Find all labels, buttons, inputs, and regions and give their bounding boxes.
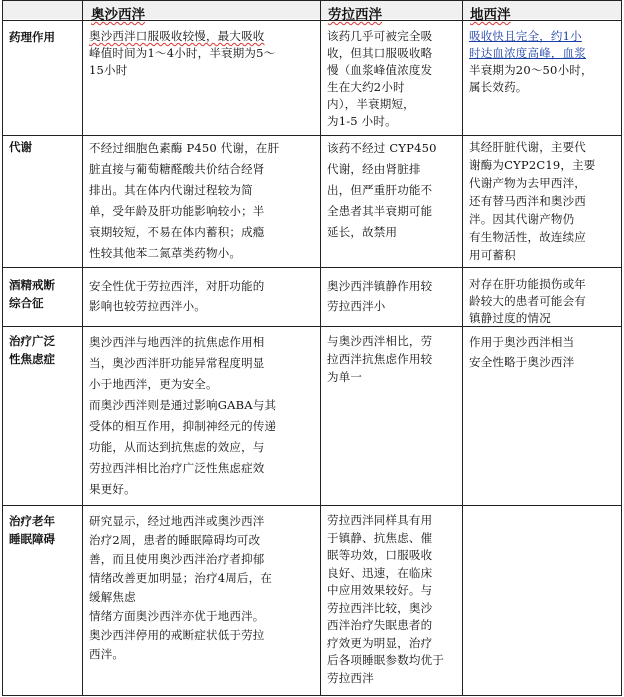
text-line: 为单一 [327,370,363,384]
text-line: 而奥沙西泮则是通过影响GABA与其 [89,398,277,412]
text-line: 收，但其口服吸收略 [327,46,433,60]
text-line: 安全性优于劳拉西泮，对肝功能的 [89,279,265,293]
text-line: 劳拉西泮小 [327,299,386,313]
text-line: 半衰期为20～50小时， [469,63,593,77]
header-diazepam: 地西泮 [470,7,511,23]
cell-gad-diazepam [469,332,574,372]
table-border-top [2,0,622,1]
text-line: 劳拉西泮 [327,670,374,685]
cell-pharmacology-lorazepam [327,28,432,130]
text-line: 泮。因其代谢产物仍 [469,212,575,226]
text-line: 奥沙西泮与地西泮的抗焦虑作用相 [89,335,265,349]
text-line: 受体的相互作用，抑制神经元的传递 [89,419,277,433]
label-line: 综合征 [9,296,44,310]
label-line: 治疗老年 [9,514,55,528]
row-label-insomnia [9,512,55,548]
text-line: 延长，故禁用 [327,225,398,239]
text-line: 15小时 [89,63,128,77]
cell-alcohol-lorazepam [327,276,432,316]
text-line: 作用于奥沙西泮相当 [469,335,575,349]
row-label-pharmacology: 药理作用 [9,30,55,44]
text-line: 其经肝脏代谢，主要代 [469,140,586,154]
row-divider [2,267,622,268]
text-line: 果更好。 [89,482,136,496]
cell-metabolism-oxazepam [89,138,279,264]
label-line: 性焦虑症 [9,352,55,366]
text-line: 全患者其半衰期可能 [327,204,433,218]
text-line: 劳拉西泮同样具有用 [327,513,433,527]
text-line: 龄较大的患者可能会有 [469,294,586,308]
cell-gad-lorazepam [327,332,432,386]
text-line: 与奥沙西泮相比，劳 [327,334,433,348]
text-line: 小于地西泮，更为安全。 [89,377,218,391]
table-border-bottom [2,695,622,696]
text-line: 排出。其在体内代谢过程较为简 [89,183,253,197]
row-label-metabolism: 代谢 [9,140,32,154]
text-line: 安全性略于奥沙西泮 [469,355,575,369]
col-divider [462,0,463,696]
col-divider [82,0,83,696]
text-line: 衰期较短，不易在体内蓄积；成瘾 [89,225,265,239]
text-line: 中应用效果较好。与 [327,583,433,597]
cell-insomnia-lorazepam [327,512,444,687]
text-line: 峰值时间为1～4小时，半衰期为5～ [89,46,276,60]
cell-metabolism-diazepam [469,138,595,264]
text-line: 劳拉西泮比较，奥沙 [327,600,433,615]
text-line: 于镇静、抗焦虑、催 [327,530,433,545]
text-line: 西泮。 [89,647,125,661]
text-line: 不经过细胞色素酶 P450 代谢，在肝 [89,141,280,155]
text-line: 还有替马西泮和奥沙西 [469,194,586,208]
text-line: 生在大约2小时 [327,80,405,94]
cell-alcohol-oxazepam [89,276,265,316]
text-line: 拉西泮抗焦虑作用较 [327,352,433,366]
row-label-alcohol [9,276,55,312]
header-oxazepam: 奥沙西泮 [91,7,145,23]
text-line: 研究显示，经过地西泮或奥沙西泮 [89,514,265,528]
text-line: 治疗2周，患者的睡眠障碍均可改 [89,533,261,547]
text-line: 后各项睡眠参数均优于 [327,653,444,667]
text-line: 代谢，经由肾脏排 [327,162,421,176]
row-divider [2,505,622,506]
text-line: 该药不经过 CYP450 [327,141,437,155]
cell-pharmacology-oxazepam [89,28,275,79]
text-line: 脏直接与葡萄糖醛酸共价结合经肾 [89,162,265,176]
text-line: 功能，从而达到抗焦虑的效应，与 [89,440,265,454]
col-divider [320,0,321,696]
text-line: 有生物活性，故连续应 [469,230,586,244]
text-line: 属长效药。 [469,80,528,94]
text-line: 为1-5 小时。 [327,114,397,128]
text-line: 用可蓄积 [469,248,516,262]
text-line: 慢（血浆峰值浓度发 [327,63,433,77]
table-border-left [2,0,3,696]
text-line: 对存在肝功能损伤或年 [469,277,586,291]
label-line: 治疗广泛 [9,334,55,348]
text-line: 内），半衰期短， [327,97,415,111]
text-line: 时达血浓度高峰，血浆 [469,46,586,60]
row-divider [2,135,622,136]
text-line: 情绪方面奥沙西泮亦优于地西泮。 [89,609,265,623]
text-line: 代谢产物为去甲西泮， [469,176,586,190]
label-line: 睡眠障碍 [9,532,55,546]
text-line: 劳拉西泮相比治疗广泛性焦虑症效 [89,461,265,475]
text-line: 善，而且使用奥沙西泮治疗者抑郁 [89,552,265,566]
text-line: 缓解焦虑 [89,590,136,604]
text-line: 镇静过度的情况 [469,311,551,325]
label-line: 酒精戒断 [9,278,55,292]
text-line: 出，但严重肝功能不 [327,183,433,197]
cell-pharmacology-diazepam [469,28,593,96]
text-line: 奥沙西泮镇静作用较 [327,279,433,293]
text-line: 性较其他苯二氮䓬类药物小。 [89,246,242,260]
text-line: 疗效更为明显，治疗 [327,635,433,650]
text-line: 影响也较劳拉西泮小。 [89,299,206,313]
text-line: 奥沙西泮口服吸收较慢，最大吸收 [89,29,265,43]
text-line: 情绪改善更加明显；治疗4周后，在 [89,571,273,585]
row-label-gad [9,332,55,368]
cell-metabolism-lorazepam [327,138,437,243]
text-line: 西泮治疗失眠患者的 [327,618,433,632]
cell-insomnia-oxazepam [89,512,272,664]
cell-alcohol-diazepam [469,276,586,327]
table-border-right [621,0,622,696]
text-line: 良好、迅速，在临床 [327,565,433,580]
text-line: 当，奥沙西泮肝功能异常程度明显 [89,356,265,370]
text-line: 吸收快且完全，约1小 [469,29,582,43]
text-line: 单，受年龄及肝功能影响较小；半 [89,204,265,218]
text-line: 该药几乎可被完全吸 [327,29,433,43]
text-line: 奥沙西泮停用的戒断症状低于劳拉 [89,628,265,642]
header-lorazepam: 劳拉西泮 [328,7,382,23]
text-line: 谢酶为CYP2C19，主要 [469,158,596,172]
cell-gad-oxazepam [89,332,276,500]
text-line: 眠等功效，口服吸收 [327,548,433,562]
